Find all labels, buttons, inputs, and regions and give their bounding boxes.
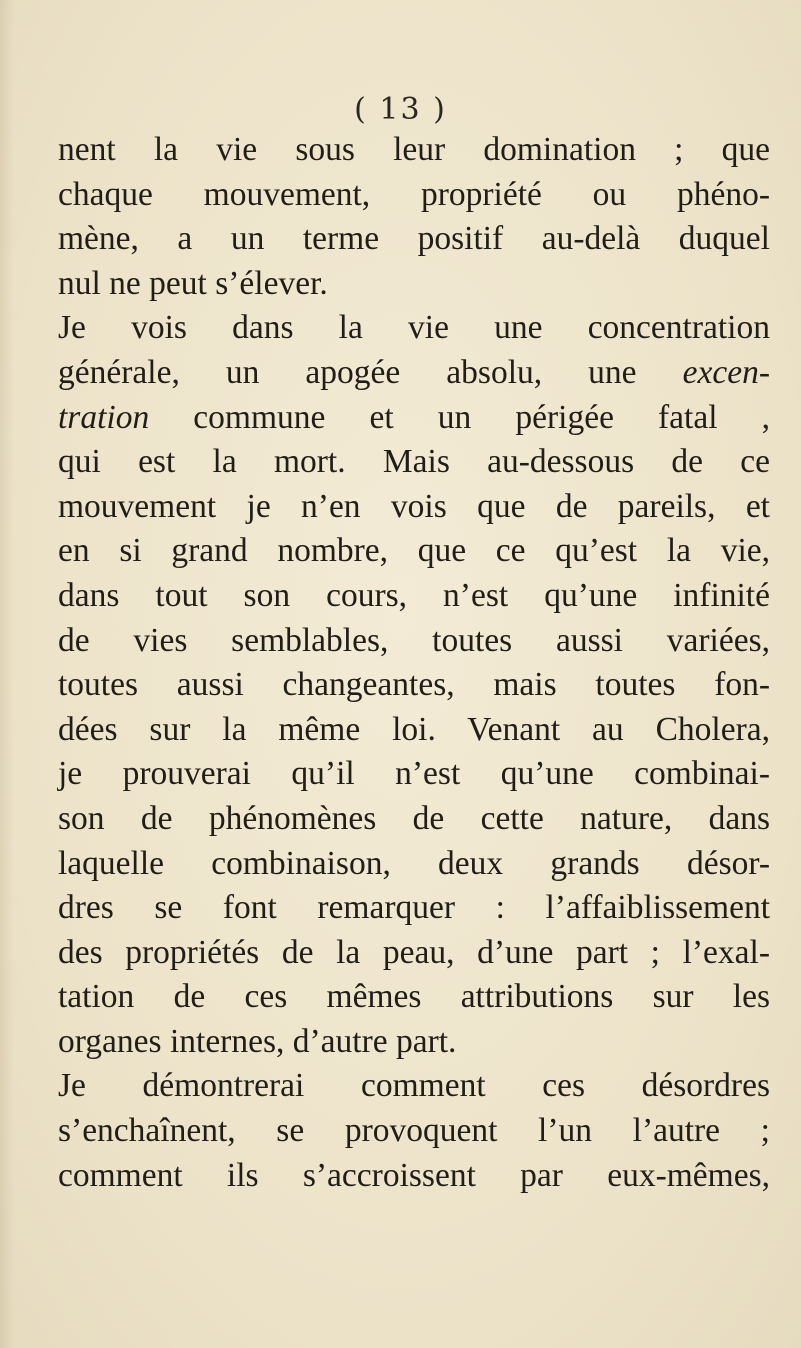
text-line: en si grand nombre, que ce qu’est la vie, xyxy=(58,532,770,570)
text-line: des propriétés de la peau, d’une part ; l’exal- xyxy=(58,933,770,971)
page-number: ( 13 ) xyxy=(354,92,447,127)
text-line: comment ils s’accroissent par eux-mêmes, xyxy=(58,1156,770,1194)
text-line-mixed xyxy=(58,396,770,441)
italic-word: tration xyxy=(58,398,150,436)
text-line-mixed xyxy=(58,351,770,396)
text-line: chaque mouvement, propriété ou phéno- xyxy=(58,175,770,213)
text-line: je prouverai qu’il n’est qu’une combinai- xyxy=(58,755,770,793)
text-line: Je vois dans la vie une concentration xyxy=(58,309,770,347)
text-line: qui est la mort. Mais au-dessous de ce xyxy=(58,443,770,481)
text-line: mouvement je n’en vois que de pareils, et xyxy=(58,487,770,525)
text-segment: commune et un périgée fatal , xyxy=(149,398,770,436)
text-line: de vies semblables, toutes aussi variées, xyxy=(58,621,770,659)
text-line: mène, a un terme positif au-delà duquel xyxy=(58,220,770,258)
text-line: dans tout son cours, n’est qu’une infinité xyxy=(58,576,770,614)
text-segment: générale, un apogée absolu, une xyxy=(58,353,683,391)
text-line: dres se font remarquer : l’affaiblissement xyxy=(58,889,770,927)
text-line: toutes aussi changeantes, mais toutes fon- xyxy=(58,666,770,704)
text-line: dées sur la même loi. Venant au Cholera, xyxy=(58,710,770,748)
text-line: Je démontrerai comment ces désordres xyxy=(58,1067,770,1105)
text-line: son de phénomènes de cette nature, dans xyxy=(58,799,770,837)
text-line: nent la vie sous leur domination ; que xyxy=(58,131,770,168)
text-line: tation de ces mêmes attributions sur les xyxy=(58,978,770,1016)
text-line: laquelle combinaison, deux grands désor- xyxy=(58,844,770,882)
italic-word: excen- xyxy=(682,353,770,391)
text-line: s’enchaînent, se provoquent l’un l’autre ; xyxy=(58,1112,770,1150)
body-text xyxy=(58,128,770,1198)
text-line: organes internes, d’autre part. xyxy=(58,1022,457,1060)
text-line: nul ne peut s’élever. xyxy=(58,264,328,302)
